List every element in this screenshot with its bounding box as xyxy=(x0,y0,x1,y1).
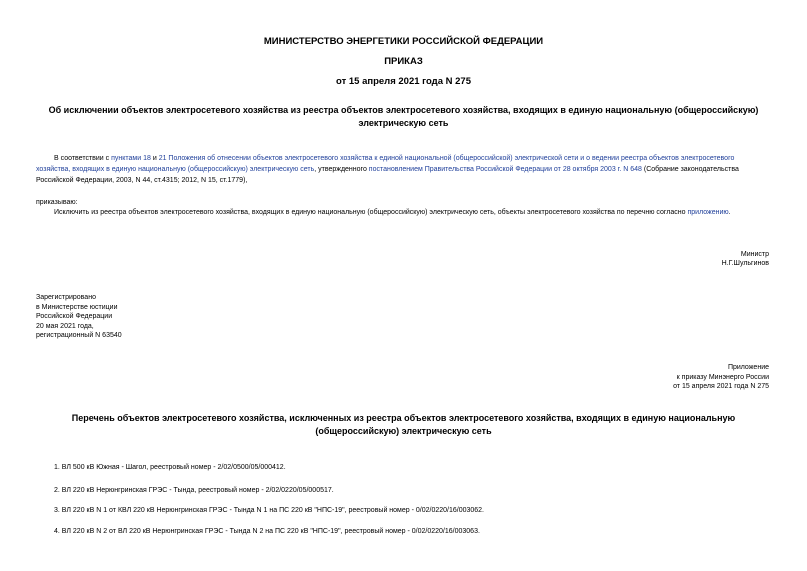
preamble-line3: Российской Федерации, 2003, N 44, ст.4315; 2012, N 15, ст.1779), xyxy=(36,177,248,184)
preamble-text: В соответствии с xyxy=(54,155,112,162)
preamble-text: и xyxy=(150,155,159,162)
registration-block xyxy=(36,293,122,341)
registration-line: Российской Федерации xyxy=(36,313,113,321)
list-title-line1: Перечень объектов электросетевого хозяйства, исключенных из реестра объектов электросетевого хозяйства, входящих в единую национальную xyxy=(71,413,736,423)
link-government-decree[interactable]: постановлением Правительства Российской Федерации от 28 октября 2003 г. N 648 xyxy=(368,166,642,173)
appendix-ref: к приказу Минэнерго России xyxy=(676,373,769,381)
order-title-line2: электрическую сеть xyxy=(358,118,449,128)
order-title-line1: Об исключении объектов электросетевого хозяйства из реестра объектов электросетевого хозяйства, входящих в единую национальную (общероссийскую) xyxy=(48,105,759,115)
list-item: 4. ВЛ 220 кВ N 2 от ВЛ 220 кВ Нерюнгринская ГРЭС - Тында N 2 на ПС 220 кВ "НПС-19", реестровый номер - 0/02/0220/16/003063. xyxy=(54,528,480,535)
order-text xyxy=(54,208,731,218)
link-regulation[interactable]: 21 Положения об отнесении объектов электросетевого хозяйства к единой национальной (общероссийской) электрической сети и о ведении реестра объектов электросетевого xyxy=(158,155,735,162)
list-title-line2: (общероссийскую) электрическую сеть xyxy=(315,426,492,436)
registration-line: в Министерстве юстиции xyxy=(36,303,118,311)
list-item: 1. ВЛ 500 кВ Южная - Шагол, реестровый номер - 2/02/0500/05/000412. xyxy=(54,464,286,471)
prikazyvayu: приказываю: xyxy=(36,199,78,206)
signature-position: Министр xyxy=(740,251,769,258)
date-number-heading: от 15 апреля 2021 года N 275 xyxy=(336,76,471,87)
list-item: 3. ВЛ 220 кВ N 1 от КВЛ 220 кВ Нерюнгринская ГРЭС - Тында N 1 на ПС 220 кВ "НПС-19", реестровый номер - 0/02/0220/16/003062. xyxy=(54,507,484,514)
appendix-block xyxy=(560,363,769,392)
list-item: 2. ВЛ 220 кВ Нерюнгринская ГРЭС - Тында, реестровый номер - 2/02/0220/05/000517. xyxy=(54,487,334,494)
signature-name: Н.Г.Шульгинов xyxy=(721,260,769,267)
preamble-line2 xyxy=(36,165,776,175)
link-regulation-cont[interactable]: хозяйства, входящих в единую национальную (общероссийскую) электрическую сеть xyxy=(36,166,315,173)
doc-type-heading: ПРИКАЗ xyxy=(384,56,423,67)
ministry-heading: МИНИСТЕРСТВО ЭНЕРГЕТИКИ РОССИЙСКОЙ ФЕДЕРАЦИИ xyxy=(263,36,544,47)
registration-line: Зарегистрировано xyxy=(36,294,96,301)
order-end: . xyxy=(728,209,731,216)
registration-line: регистрационный N 63540 xyxy=(36,332,122,340)
link-item-18[interactable]: пунктами 18 xyxy=(111,155,151,162)
order-body: Исключить из реестра объектов электросетевого хозяйства, входящих в единую национальную (общероссийскую) электрическую сеть, объекты электросетевого хозяйства по перечню согласно xyxy=(54,209,688,216)
appendix-label: Приложение xyxy=(727,364,769,371)
registration-line: 20 мая 2021 года, xyxy=(36,322,94,330)
preamble-text: , утвержденного xyxy=(314,166,369,173)
preamble-line1 xyxy=(54,154,774,164)
appendix-date: от 15 апреля 2021 года N 275 xyxy=(673,383,769,391)
preamble-text: (Собрание законодательства xyxy=(641,166,739,173)
link-appendix[interactable]: приложению xyxy=(687,209,729,216)
